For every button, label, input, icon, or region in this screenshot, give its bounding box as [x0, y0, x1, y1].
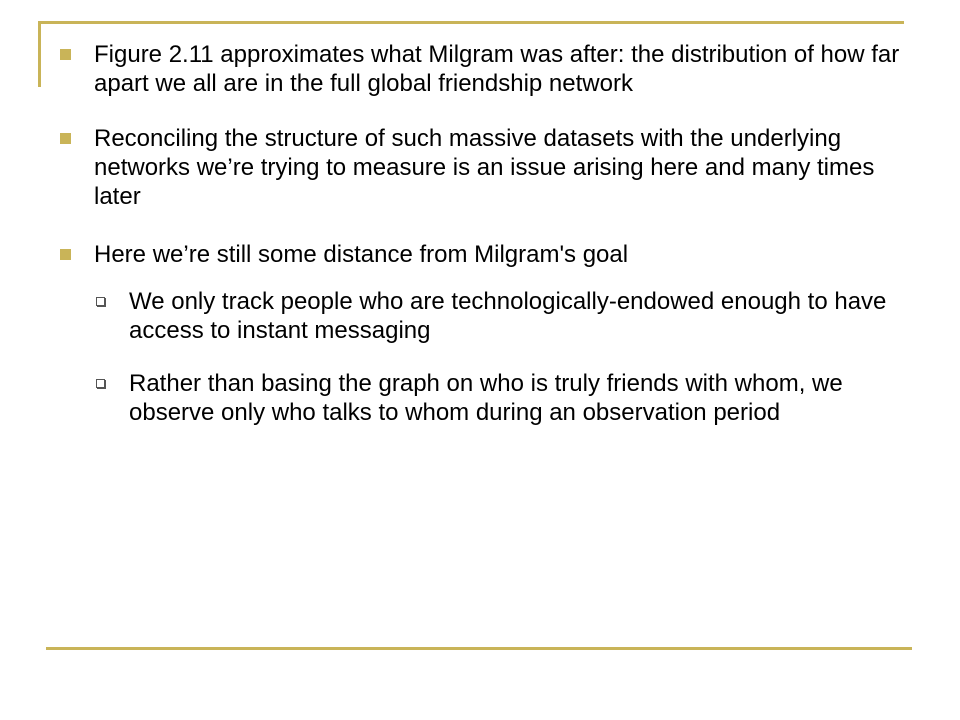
square-bullet-icon — [60, 133, 71, 144]
square-bullet-icon — [60, 49, 71, 60]
hollow-square-bullet-icon — [96, 379, 105, 388]
left-rule — [38, 21, 41, 87]
bullet-item — [94, 40, 914, 98]
square-bullet-icon — [60, 249, 71, 260]
sub-bullet-text: Rather than basing the graph on who is truly friends with whom, we observe only who talks to whom during an observation period — [129, 370, 843, 426]
sub-bullet-item — [129, 287, 919, 345]
bullet-item — [94, 124, 914, 211]
bullet-text: Reconciling the structure of such massive datasets with the underlying networks we’re trying to measure is an issue arising here and many times later — [94, 125, 875, 210]
bottom-rule — [46, 647, 912, 650]
bullet-text: Here we’re still some distance from Milgram's goal — [94, 241, 629, 268]
bullet-text: Figure 2.11 approximates what Milgram was after: the distribution of how far apart we all are in the full global friendship network — [94, 41, 900, 97]
hollow-square-bullet-icon — [96, 297, 105, 306]
sub-bullet-item — [129, 369, 919, 427]
top-rule — [38, 21, 904, 24]
sub-bullet-text: We only track people who are technologically-endowed enough to have access to instant messaging — [129, 288, 887, 344]
bullet-item — [94, 240, 914, 269]
